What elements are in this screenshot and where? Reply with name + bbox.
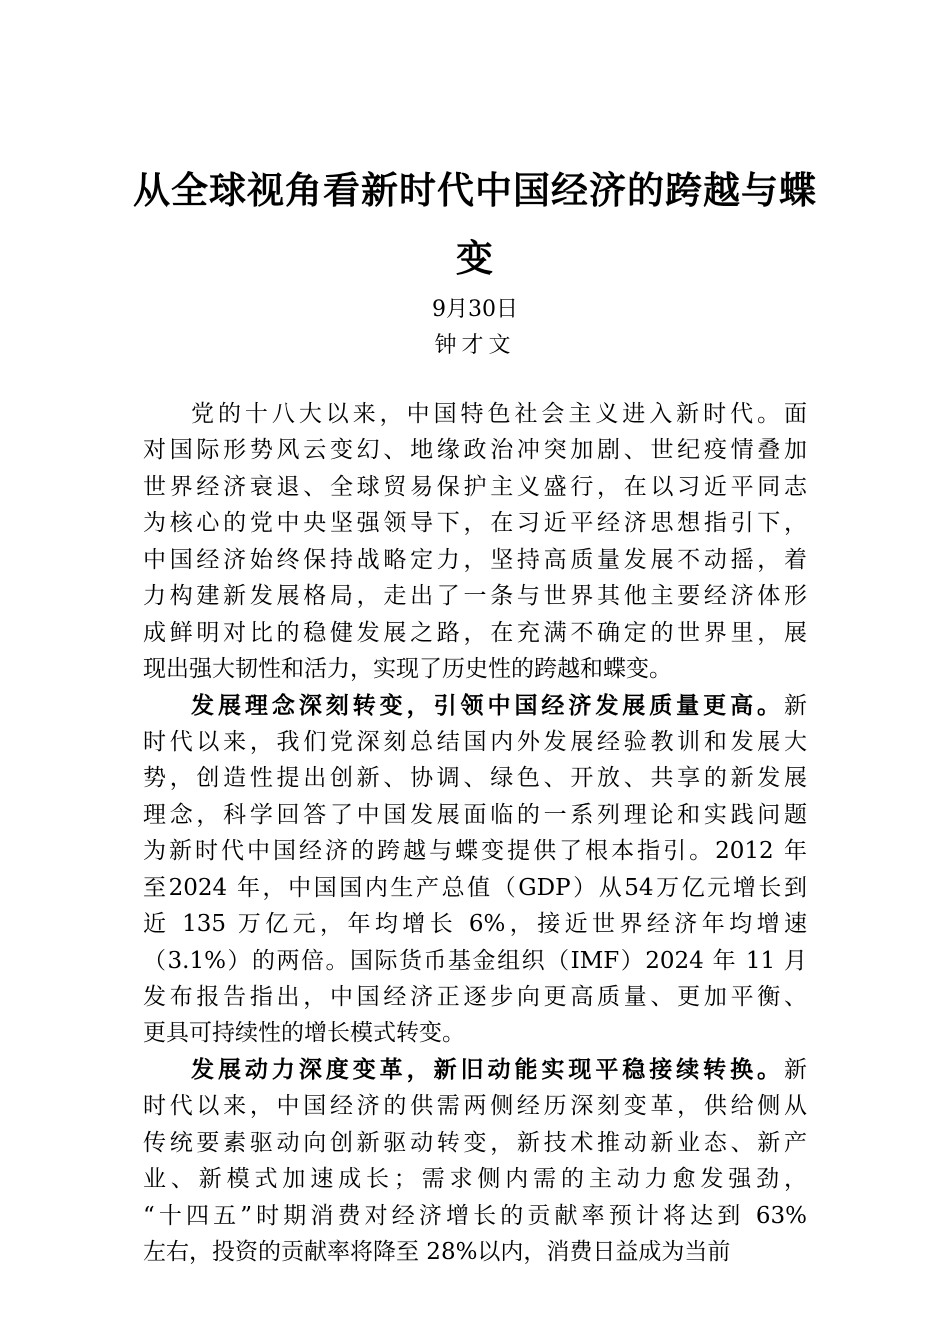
paragraph-line xyxy=(143,578,807,614)
line-text: 力构建新发展格局，走出了一条与世界其他主要经济体形 xyxy=(143,583,807,610)
line-text: 左右，投资的贡献率将降至 28%以内，消费日益成为当前 xyxy=(143,1239,731,1266)
paragraph-line xyxy=(143,833,807,869)
line-text: （3.1%）的两倍。国际货币基金组织（IMF）2024 年 11 月 xyxy=(143,947,807,974)
line-text: 传统要素驱动向创新驱动转变，新技术推动新业态、新产 xyxy=(143,1129,807,1156)
line-text: 发布报告指出，中国经济正逐步向更高质量、更加平衡、 xyxy=(143,984,807,1010)
paragraph-line xyxy=(143,1015,807,1051)
line-text: 中国经济始终保持战略定力，坚持高质量发展不动摇，着 xyxy=(143,546,807,573)
line-text: 时代以来，我们党深刻总结国内外发展经验教训和发展大 xyxy=(143,728,807,755)
line-text: 成鲜明对比的稳健发展之路，在充满不确定的世界里，展 xyxy=(143,619,807,646)
paragraph-line xyxy=(143,1198,807,1234)
line-text: 至2024 年，中国国内生产总值（GDP）从54万亿元增长到 xyxy=(143,874,807,901)
paragraph-line xyxy=(143,688,807,724)
paragraph-line xyxy=(143,1125,807,1161)
article-title-line-2: 变 xyxy=(456,236,494,280)
line-text: 更具可持续性的增长模式转变。 xyxy=(143,1020,465,1047)
line-text: 业、新模式加速成长；需求侧内需的主动力愈发强劲， xyxy=(143,1166,807,1193)
line-text: “十四五”时期消费对经济增长的贡献率预计将达到 63% xyxy=(143,1202,807,1229)
article-date: 9月30日 xyxy=(432,297,518,322)
paragraph-lead-heading: 发展动力深度变革，新旧动能实现平稳接续转换。 xyxy=(191,1056,784,1083)
line-text: 势，创造性提出创新、协调、绿色、开放、共享的新发展 xyxy=(143,765,807,792)
paragraph-line xyxy=(143,432,807,468)
article-title-line-1: 从全球视角看新时代中国经济的跨越与蝶 xyxy=(133,168,817,212)
line-text: 对国际形势风云变幻、地缘政治冲突加剧、世纪疫情叠加 xyxy=(143,437,807,464)
line-text: 时代以来，中国经济的供需两侧经历深刻变革，供给侧从 xyxy=(143,1093,807,1120)
paragraph-line xyxy=(143,469,807,505)
paragraph-line xyxy=(143,396,807,432)
paragraph-line xyxy=(143,1234,807,1270)
paragraph-line xyxy=(143,651,807,687)
paragraph-line xyxy=(143,1088,807,1124)
paragraph-line xyxy=(143,615,807,651)
paragraph-line xyxy=(143,797,807,833)
paragraph-line xyxy=(143,1161,807,1197)
paragraph-line xyxy=(143,724,807,760)
article-author: 钟才文 xyxy=(434,333,516,358)
line-text: 理念，科学回答了中国发展面临的一系列理论和实践问题 xyxy=(143,801,807,828)
line-text: 现出强大韧性和活力，实现了历史性的跨越和蝶变。 xyxy=(143,656,672,683)
line-text: 新 xyxy=(784,1056,807,1083)
paragraph-line xyxy=(143,760,807,796)
paragraph xyxy=(143,688,807,1052)
paragraph-line xyxy=(143,979,807,1015)
paragraph-line xyxy=(143,870,807,906)
line-text: 党的十八大以来，中国特色社会主义进入新时代。面 xyxy=(191,401,807,427)
line-text: 新 xyxy=(784,692,807,719)
paragraph-line xyxy=(143,505,807,541)
paragraph-line xyxy=(143,943,807,979)
line-text: 近 135 万亿元，年均增长 6%，接近世界经济年均增速 xyxy=(143,911,807,938)
line-text: 为核心的党中央坚强领导下，在习近平经济思想指引下， xyxy=(143,510,807,537)
paragraph-line xyxy=(143,1052,807,1088)
article-body xyxy=(143,396,807,1271)
paragraph-line xyxy=(143,906,807,942)
paragraph-lead-heading: 发展理念深刻转变，引领中国经济发展质量更高。 xyxy=(191,692,784,719)
paragraph xyxy=(143,396,807,688)
paragraph-line xyxy=(143,542,807,578)
paragraph xyxy=(143,1052,807,1271)
line-text: 世界经济衰退、全球贸易保护主义盛行，在以习近平同志 xyxy=(143,473,807,500)
line-text: 为新时代中国经济的跨越与蝶变提供了根本指引。2012 年 xyxy=(143,838,807,865)
